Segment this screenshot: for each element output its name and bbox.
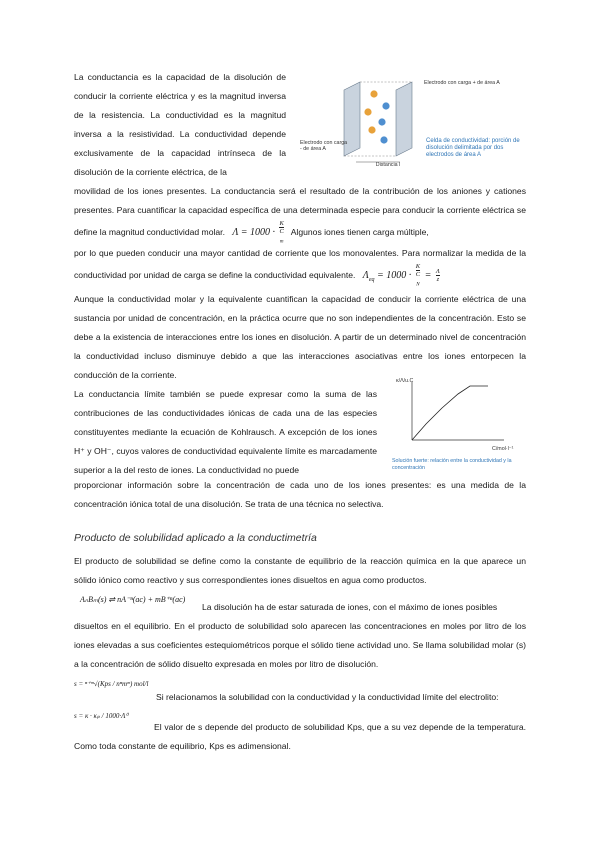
section-heading: Producto de solubilidad aplicado a la conductimetría [74,532,317,544]
kohlrausch-paragraph-full: proporcionar información sobre la concentración de cada uno de los iones presentes: es una medida de la concentración iónica total de una disolución. Se trata de una técnica no selectiva. [74,480,526,509]
figure2-ylabel: κ/Λ/u.C [396,378,414,384]
figure2-caption: Solución fuerte: relación entre la conductividad y la concentración [392,458,512,471]
molar-solubility-equation: s = ⁿ⁺ᵐ√(Kps / nⁿmᵐ) mol/l [74,680,149,688]
solubility-product-paragraph: El producto de solubilidad se define como la constante de equilibrio de la reacción química en la que aparece un sólido iónico como reactivo y sus correspondientes iones disueltos en agua como productos. [74,556,526,585]
conductivity-concentration-figure [396,376,526,456]
saturation-sentence: La disolución ha de estar saturada de iones, con el máximo de iones posibles [202,602,498,612]
temperature-dependence-paragraph: El valor de s depende del producto de solubilidad Kps, que a su vez depende de la temperatura. Como toda constante de equilibrio, Kps es adimensional. [74,722,526,751]
dissolution-equilibrium-equation: AₙBₘ(s) ⇌ nA⁻ⁿ(ac) + mB⁺ⁿ(ac) [80,595,186,604]
intro-paragraph-left: La conductancia es la capacidad de la disolución de conducir la corriente eléctrica y es la magnitud inversa de la resistencia. La conductividad es la magnitud inversa a la resistividad. La conductividad depende exclusivamente de la capacidad intrínseca de la disolución de la corriente eléctrica, de la [74,72,286,177]
concentration-dependence-paragraph: Aunque la conductividad molar y la equivalente cuantifican la capacidad de conducir la corriente eléctrica de una sustancia por unidad de concentración, en la práctica ocurre que no son independientes de la concentración. Esto se debe a la existencia de interacciones entre los iones en disolución. A partir de un determinado nivel de concentración la conductividad incluso disminuye debido a que las interacciones asociativas entre los iones entorpecen la conducción de la corriente. [74,294,526,380]
equivalent-conductivity-equation: $\Lambda_{eq} = 1000$ · K C $_N$ = $\frac{\Lambda}{z}$ [362,263,440,288]
solubility-conductivity-equation: s = κ · κₚ / 1000·Λ⁰ [74,712,129,720]
figure1-label-top: Electrodo con carga + de área A [424,80,500,86]
figure2-xlabel: C/mol·l⁻¹ [492,446,514,452]
conductivity-relation-sentence: Si relacionamos la solubilidad con la conductividad y la conductividad límite del electrolito: [156,692,499,702]
figure1-label-bottom: Distancia l [375,162,401,168]
equivalent-conductivity-paragraph: por lo que pueden conducir una mayor cantidad de corriente que los monovalentes. Para normalizar la medida de la conductividad por unidad de carga se define la conductividad equivalente. $\Lambda_{eq} = 1000$ · K C $_N$ = $\frac{\Lambda}{z}$ [74,248,526,288]
molar-conductivity-equation: Λ = 1000 · K C $_m$ [232,220,284,245]
figure1-caption: Celda de conductividad: porción de disolución delimitada por dos electrodos de área A [426,138,520,158]
intro-paragraph-full: movilidad de los iones presentes. La conductancia será el resultado de la contribución de los aniones y cationes presentes. Para cuantificar la capacidad específica de una determinada especie para conducir la corriente eléctrica se define la magnitud conductividad molar. Λ = 1000 · K C $_m$ Algunos iones tienen carga múltiple, [74,186,526,245]
conductivity-cell-figure [338,78,438,168]
conductivity-cell-diagram [338,78,438,168]
kohlrausch-paragraph-left: La conductancia límite también se puede expresar como la suma de las contribuciones de las conductividades iónicas de cada una de las especies constituyentes mediante la ecuación de Kohlrausch. A excepción de los iones H⁺ y OH⁻, cuyos valores de conductividad equivalente límite es marcadamente superior a la del resto de iones. La conductividad no puede [74,389,377,475]
conductivity-curve-chart [396,376,526,456]
figure1-label-left: Electrodo con carga - de área A [300,140,348,152]
molar-solubility-paragraph: disueltos en el equilibrio. En el producto de solubilidad solo aparecen las concentraciones en moles por litro de los iones elevadas a sus coeficientes estequiométricos porque el sólido tiene actividad uno. Se llama solubilidad molar (s) a la concentración de sólido disuelto expresada en moles por litro de disolución. [74,621,526,669]
